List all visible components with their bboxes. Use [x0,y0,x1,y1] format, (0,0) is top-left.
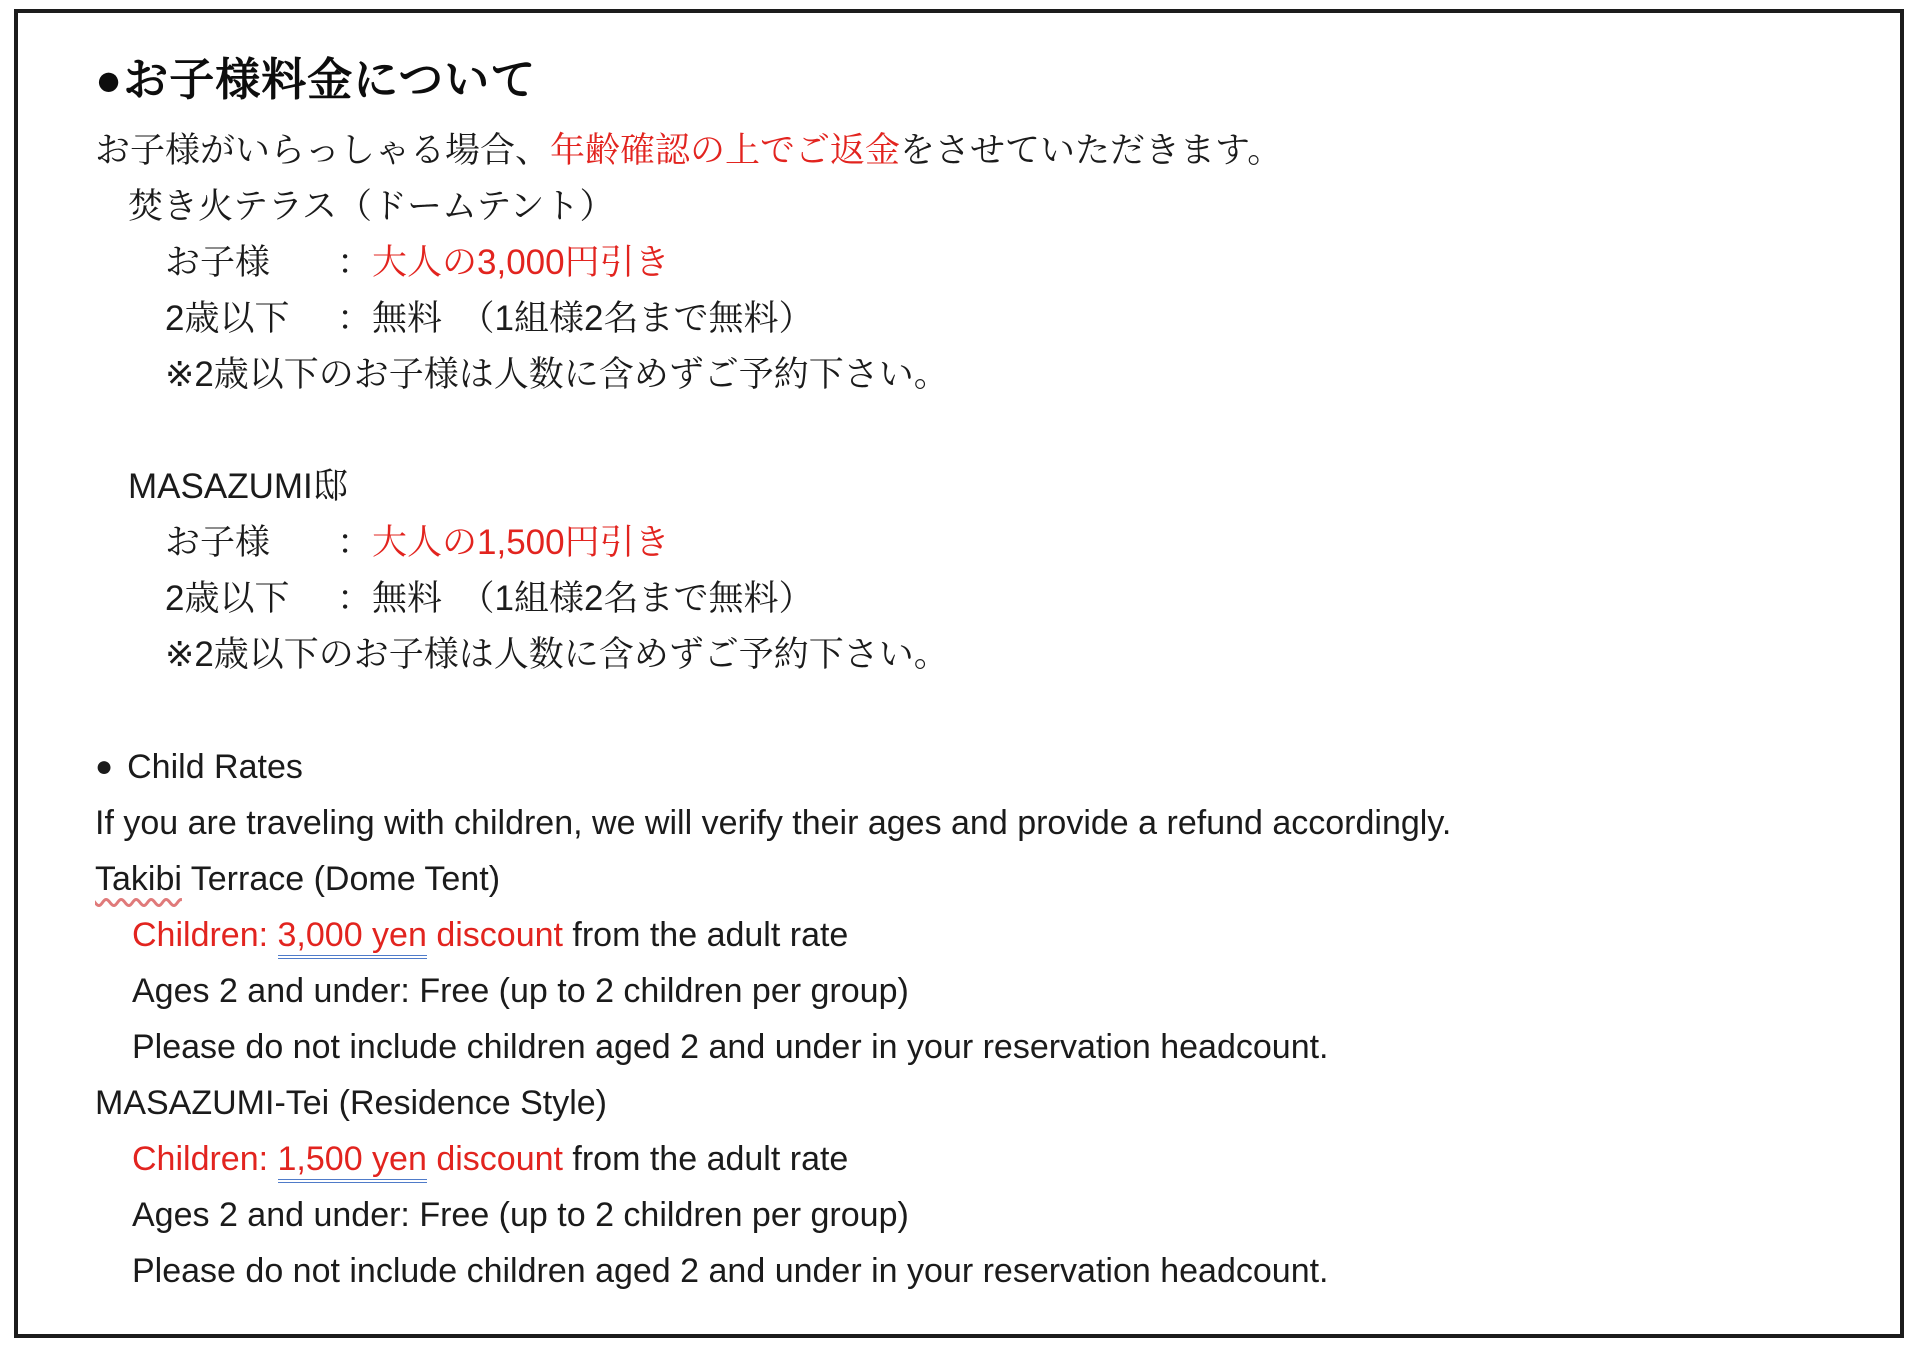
en-children-rest: from the adult rate [562,1140,849,1178]
en-facility-rest: MASAZUMI-Tei (Residence Style) [95,1084,608,1122]
jp-colon: ： [337,579,373,618]
jp-infant-label: 2歳以下 [165,579,290,618]
en-children-suffix: discount [426,1140,563,1178]
en-children-prefix: Children: [132,1140,278,1178]
jp-infant-label: 2歳以下 [165,299,290,338]
en-children-amount: 1,500 yen [278,1140,427,1183]
jp-intro-line [95,123,1860,179]
blank-line [95,403,1860,459]
en-section-title [95,739,1860,795]
en-note-line: Please do not include children aged 2 and under in your reservation headcount. [132,1252,1329,1290]
jp-colon: ： [337,243,373,282]
jp-facility-name: MASAZUMI邸 [128,467,348,506]
en-children-amount: 3,000 yen [278,916,427,959]
jp-infant-rate-row [165,291,1860,347]
en-children-rate-row [132,1131,1860,1187]
en-facility-name [95,851,1860,907]
jp-child-value: 大人の1,500円引き [372,523,670,562]
en-facility-name [95,1075,1860,1131]
en-note-line: Please do not include children aged 2 and under in your reservation headcount. [132,1028,1329,1066]
jp-note-line: ※2歳以下のお子様は人数に含めずご予約下さい。 [165,355,949,394]
jp-colon: ： [337,299,373,338]
jp-intro-post: をさせていただきます。 [900,131,1283,170]
en-title-text: Child Rates [127,748,303,786]
jp-infant-rate-row [165,571,1860,627]
jp-child-rate-row [165,235,1860,291]
jp-child-value: 大人の3,000円引き [372,243,670,282]
en-children-rest: from the adult rate [562,916,849,954]
bullet-icon: ● [95,750,114,783]
blank-line [95,683,1860,739]
jp-child-rate-row [165,515,1860,571]
en-children-prefix: Children: [132,916,278,954]
jp-infant-value: 無料 （1組様2名まで無料） [372,299,814,338]
en-ages-row: Ages 2 and under: Free (up to 2 children per group) [132,1196,909,1234]
en-children-suffix: discount [426,916,563,954]
en-ages-row: Ages 2 and under: Free (up to 2 children per group) [132,972,909,1010]
jp-child-label: お子様 [165,243,271,282]
bullet-icon: ● [95,54,124,105]
jp-section-title [95,49,1860,111]
document-page-border [14,9,1904,1338]
jp-title-text: お子様料金について [123,54,537,105]
en-intro-line: If you are traveling with children, we will verify their ages and provide a refund accordingly. [95,804,1452,842]
jp-intro-pre: お子様がいらっしゃる場合、 [95,131,551,170]
en-children-rate-row [132,907,1860,963]
en-facility-rest: Terrace (Dome Tent) [181,860,501,898]
jp-intro-highlight: 年齢確認の上でご返金 [550,131,901,170]
jp-infant-value: 無料 （1組様2名まで無料） [372,579,814,618]
jp-colon: ： [337,523,373,562]
en-facility-flagged-word: Takibi [95,860,182,898]
jp-facility-name: 焚き火テラス（ドームテント） [128,187,615,226]
document-content [18,13,1900,1299]
jp-note-line: ※2歳以下のお子様は人数に含めずご予約下さい。 [165,635,949,674]
jp-child-label: お子様 [165,523,271,562]
